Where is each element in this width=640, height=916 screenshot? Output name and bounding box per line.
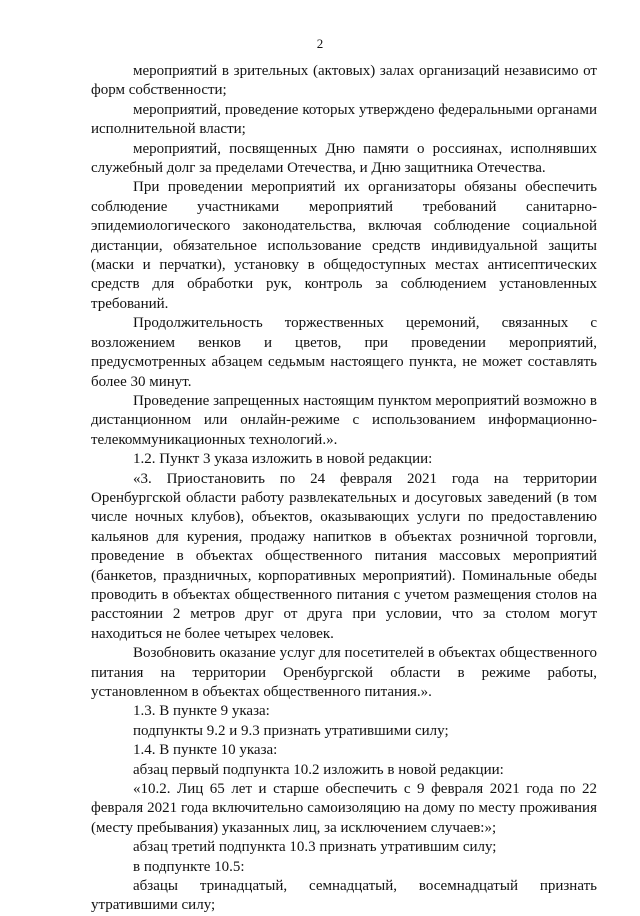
- page-number: 2: [316, 36, 324, 51]
- paragraph: Возобновить оказание услуг для посетителей в объектах общественного питания на территории Оренбургской области в режиме работы, установленном в объектах общественного питания.».: [91, 645, 597, 700]
- paragraph: в подпункте 10.5:: [133, 858, 245, 875]
- document-body: [91, 62, 597, 916]
- paragraph: Продолжительность торжественных церемоний, связанных с возложением венков и цветов, при проведении мероприятий, предусмотренных абзацем седьмым настоящего пункта, не может составлять более 30 минут.: [91, 315, 597, 390]
- paragraph: мероприятий, проведение которых утверждено федеральными органами исполнительной власти;: [91, 101, 597, 138]
- paragraph: 1.2. Пункт 3 указа изложить в новой редакции:: [133, 451, 433, 468]
- paragraph: абзацы тринадцатый, семнадцатый, восемнадцатый признать утратившими силу;: [91, 878, 597, 914]
- paragraph: 1.4. В пункте 10 указа:: [133, 742, 278, 759]
- paragraph: мероприятий, посвященных Дню памяти о россиянах, исполнявших служебный долг за пределами Отечества, и Дню защитника Отечества.: [91, 140, 597, 177]
- paragraph: «10.2. Лиц 65 лет и старше обеспечить с 9 февраля 2021 года по 22 февраля 2021 года включительно самоизоляцию на дому по месту проживания (месту пребывания) указанных лиц, за исключением случаев:»;: [91, 781, 597, 836]
- paragraph: абзац третий подпункта 10.3 признать утратившим силу;: [133, 839, 497, 856]
- paragraph: Проведение запрещенных настоящим пунктом мероприятий возможно в дистанционном или онлайн-режиме с использованием информационно-телекоммуникационных технологий.».: [91, 392, 597, 448]
- paragraph: «3. Приостановить по 24 февраля 2021 года на территории Оренбургской области работу развлекательных и досуговых заведений (в том числе ночных клубов), объектов, оказывающих услуги по предоставлению кальянов для курения, продажу напитков в объектах розничной торговли, проведение в объектах общественного питания массовых мероприятий (банкетов, праздничных, корпоративных мероприятий). Поминальные обеды проводить в объектах общественного питания с учетом размещения столов на расстоянии 2 метров друг от друга при условии, что за столом могут находиться не более четырех человек.: [91, 470, 597, 642]
- paragraph: При проведении мероприятий их организаторы обязаны обеспечить соблюдение участниками мероприятий требований санитарно-эпидемиологического законодательства, включая соблюдение социальной дистанции, обязательное использование средств индивидуальной защиты (маски и перчатки), установку в общедоступных местах антисептических средств для обработки рук, контроль за соблюдением установленных требований.: [91, 179, 597, 312]
- paragraph: абзац первый подпункта 10.2 изложить в новой редакции:: [133, 761, 504, 778]
- paragraph: подпункты 9.2 и 9.3 признать утратившими силу;: [133, 722, 449, 739]
- paragraph: мероприятий в зрительных (актовых) залах организаций независимо от форм собственности;: [91, 63, 597, 99]
- paragraph: 1.3. В пункте 9 указа:: [133, 703, 270, 720]
